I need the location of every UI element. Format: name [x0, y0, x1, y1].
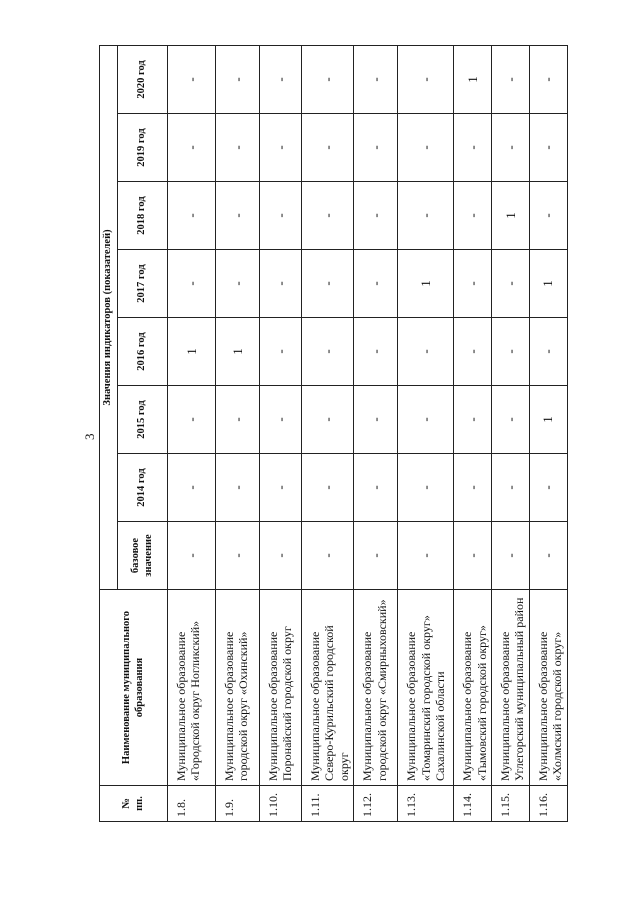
- indicator-value: 1: [529, 250, 567, 318]
- indicator-value: -: [216, 386, 260, 454]
- indicator-value: 1: [216, 318, 260, 386]
- table-row: [216, 45, 260, 821]
- indicator-value: -: [302, 386, 354, 454]
- column-header: 2018 год: [118, 182, 168, 250]
- indicator-value: -: [168, 45, 216, 113]
- indicator-value: -: [491, 45, 529, 113]
- column-header: 2017 год: [118, 250, 168, 318]
- indicator-value: -: [216, 114, 260, 182]
- municipality-name: Муниципальное образование Северо-Курильский городской округ: [302, 590, 354, 786]
- indicator-value: -: [302, 522, 354, 590]
- table-row: [260, 45, 302, 821]
- indicator-value: -: [168, 250, 216, 318]
- indicator-value: -: [260, 522, 302, 590]
- indicator-value: 1: [491, 182, 529, 250]
- row-number: 1.14.: [454, 786, 492, 822]
- indicator-value: 1: [168, 318, 216, 386]
- municipality-name: Муниципальное образование Углегорский муниципальный район: [491, 590, 529, 786]
- indicator-value: -: [168, 114, 216, 182]
- indicator-value: -: [168, 386, 216, 454]
- table-row: [168, 45, 216, 821]
- indicator-value: -: [529, 182, 567, 250]
- municipality-name: Муниципальное образование «Городской округ Ногликский»: [168, 590, 216, 786]
- page-number: 3: [82, 433, 97, 440]
- indicator-value: -: [491, 522, 529, 590]
- indicator-value: -: [260, 318, 302, 386]
- row-number: 1.16.: [529, 786, 567, 822]
- indicator-value: -: [260, 114, 302, 182]
- indicator-value: -: [491, 454, 529, 522]
- row-number: 1.15.: [491, 786, 529, 822]
- indicator-value: -: [260, 45, 302, 113]
- indicator-value: -: [491, 114, 529, 182]
- indicator-value: -: [260, 386, 302, 454]
- column-header: 2020 год: [118, 45, 168, 113]
- indicator-value: -: [168, 454, 216, 522]
- column-header: 2016 год: [118, 318, 168, 386]
- indicator-value: -: [454, 250, 492, 318]
- indicator-value: -: [398, 454, 454, 522]
- indicators-table: [99, 45, 568, 822]
- header-name: Наименование муниципального образования: [100, 590, 168, 786]
- indicator-value: -: [398, 182, 454, 250]
- row-number: 1.8.: [168, 786, 216, 822]
- row-number: 1.12.: [354, 786, 398, 822]
- row-number: 1.11.: [302, 786, 354, 822]
- indicator-value: -: [260, 182, 302, 250]
- municipality-name: Муниципальное образование «Холмский городской округ»: [529, 590, 567, 786]
- indicator-value: -: [216, 182, 260, 250]
- indicator-value: -: [260, 250, 302, 318]
- indicator-value: -: [302, 318, 354, 386]
- indicator-value: -: [354, 45, 398, 113]
- indicator-value: -: [491, 250, 529, 318]
- indicator-value: -: [454, 114, 492, 182]
- indicator-value: -: [491, 318, 529, 386]
- indicator-value: -: [529, 454, 567, 522]
- table-row: [354, 45, 398, 821]
- indicator-value: -: [354, 386, 398, 454]
- indicator-value: -: [454, 318, 492, 386]
- indicator-value: -: [529, 522, 567, 590]
- indicator-value: -: [398, 45, 454, 113]
- indicator-value: -: [354, 250, 398, 318]
- column-header: базовое значение: [118, 522, 168, 590]
- indicator-value: -: [216, 45, 260, 113]
- indicator-value: -: [454, 182, 492, 250]
- municipality-name: Муниципальное образование Поронайский городской округ: [260, 590, 302, 786]
- indicator-value: -: [529, 45, 567, 113]
- indicator-value: -: [354, 114, 398, 182]
- indicator-value: -: [302, 45, 354, 113]
- indicator-value: -: [354, 318, 398, 386]
- indicator-value: -: [302, 182, 354, 250]
- header-group: Значения индикаторов (показателей): [100, 45, 118, 589]
- indicator-value: -: [260, 454, 302, 522]
- table-container: [99, 46, 565, 822]
- row-number: 1.9.: [216, 786, 260, 822]
- municipality-name: Муниципальное образование городской округ «Смирныховский»: [354, 590, 398, 786]
- indicator-value: -: [216, 454, 260, 522]
- indicator-value: -: [398, 386, 454, 454]
- table-row: [302, 45, 354, 821]
- indicator-value: -: [354, 454, 398, 522]
- indicator-value: -: [302, 250, 354, 318]
- indicator-value: 1: [398, 250, 454, 318]
- indicator-value: -: [398, 522, 454, 590]
- table-row: [529, 45, 567, 821]
- indicator-value: 1: [529, 386, 567, 454]
- municipality-name: Муниципальное образование городской округ «Охинский»: [216, 590, 260, 786]
- table-row: [491, 45, 529, 821]
- indicator-value: -: [168, 182, 216, 250]
- indicator-value: -: [491, 386, 529, 454]
- indicator-value: 1: [454, 45, 492, 113]
- table-row: [398, 45, 454, 821]
- header-num: № пп.: [100, 786, 168, 822]
- indicator-value: -: [398, 114, 454, 182]
- indicator-value: -: [354, 182, 398, 250]
- indicator-value: -: [216, 522, 260, 590]
- row-number: 1.13.: [398, 786, 454, 822]
- indicator-value: -: [529, 318, 567, 386]
- column-header: 2019 год: [118, 114, 168, 182]
- indicator-value: -: [454, 386, 492, 454]
- indicator-value: -: [354, 522, 398, 590]
- indicator-value: -: [529, 114, 567, 182]
- indicator-value: -: [454, 522, 492, 590]
- municipality-name: Муниципальное образование «Тымовский городской округ»: [454, 590, 492, 786]
- indicator-value: -: [216, 250, 260, 318]
- indicator-value: -: [302, 114, 354, 182]
- row-number: 1.10.: [260, 786, 302, 822]
- indicator-value: -: [168, 522, 216, 590]
- table-row: [454, 45, 492, 821]
- column-header: 2015 год: [118, 386, 168, 454]
- indicator-value: -: [302, 454, 354, 522]
- column-header: 2014 год: [118, 454, 168, 522]
- municipality-name: Муниципальное образование «Томаринский городской округ» Сахалинской области: [398, 590, 454, 786]
- indicator-value: -: [454, 454, 492, 522]
- indicator-value: -: [398, 318, 454, 386]
